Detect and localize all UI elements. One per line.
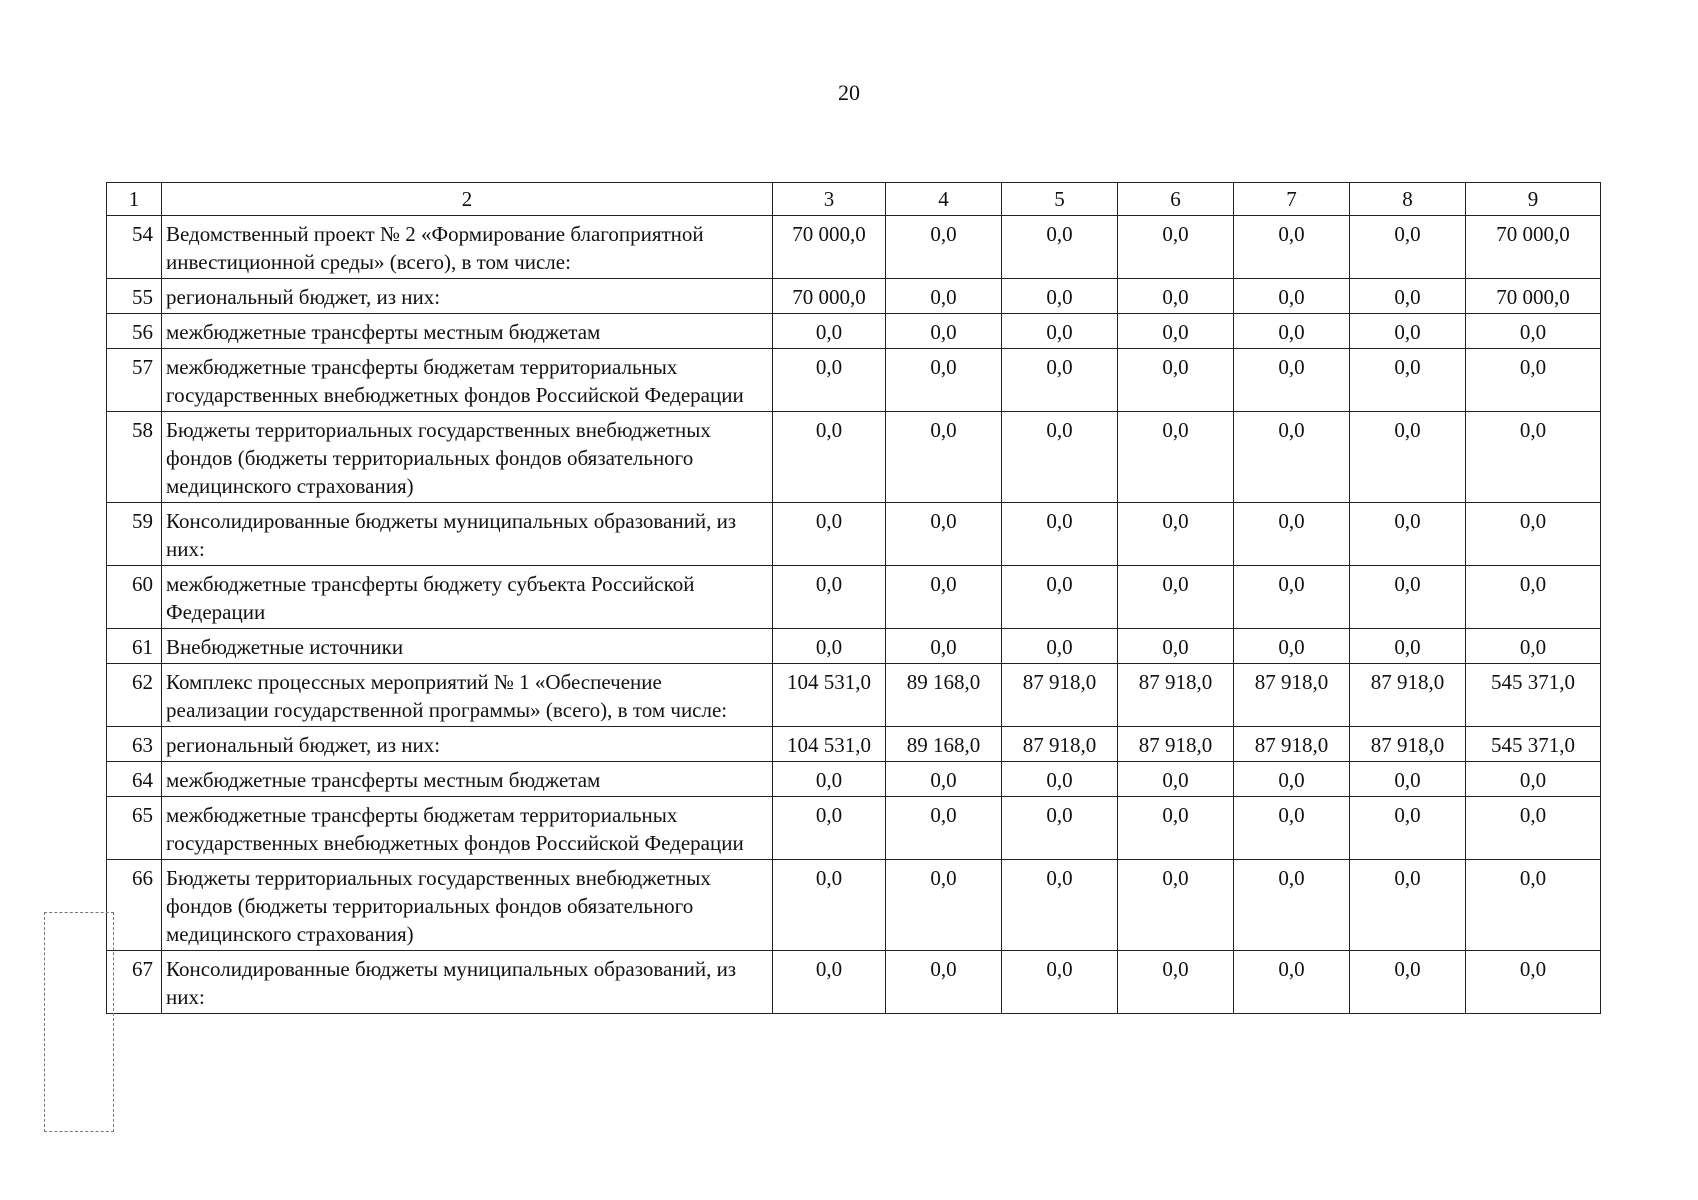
page-number: 20 [838, 80, 860, 105]
row-number: 56 [107, 314, 162, 349]
row-number: 64 [107, 762, 162, 797]
value-cell: 0,0 [1234, 797, 1350, 860]
table-row [107, 503, 1601, 566]
row-description: Комплекс процессных мероприятий № 1 «Обеспечение реализации государственной программы» (всего), в том числе: [162, 664, 773, 727]
value-cell: 0,0 [1002, 797, 1118, 860]
value-cell: 0,0 [1118, 797, 1234, 860]
table-row [107, 566, 1601, 629]
value-cell: 87 918,0 [1350, 664, 1466, 727]
value-cell: 0,0 [1466, 762, 1601, 797]
row-description: Бюджеты территориальных государственных внебюджетных фондов (бюджеты территориальных фондов обязательного медицинского страхования) [162, 412, 773, 503]
value-cell: 0,0 [1466, 629, 1601, 664]
value-cell: 0,0 [1234, 349, 1350, 412]
value-cell: 0,0 [886, 860, 1002, 951]
value-cell: 0,0 [1118, 314, 1234, 349]
value-cell: 0,0 [1350, 797, 1466, 860]
value-cell: 0,0 [1466, 314, 1601, 349]
value-cell: 87 918,0 [1118, 664, 1234, 727]
value-cell: 0,0 [1466, 797, 1601, 860]
value-cell: 545 371,0 [1466, 664, 1601, 727]
value-cell: 545 371,0 [1466, 727, 1601, 762]
value-cell: 0,0 [1234, 412, 1350, 503]
row-number: 55 [107, 279, 162, 314]
value-cell: 0,0 [1350, 216, 1466, 279]
value-cell: 0,0 [773, 629, 886, 664]
row-description: Ведомственный проект № 2 «Формирование благоприятной инвестиционной среды» (всего), в том числе: [162, 216, 773, 279]
table-header-row [107, 183, 1601, 216]
row-description: межбюджетные трансферты бюджету субъекта Российской Федерации [162, 566, 773, 629]
table-row [107, 860, 1601, 951]
value-cell: 0,0 [1466, 349, 1601, 412]
column-header: 5 [1002, 183, 1118, 216]
value-cell: 0,0 [886, 629, 1002, 664]
column-header: 7 [1234, 183, 1350, 216]
table-row [107, 762, 1601, 797]
value-cell: 0,0 [1234, 503, 1350, 566]
value-cell: 0,0 [886, 503, 1002, 566]
value-cell: 0,0 [773, 412, 886, 503]
row-number: 60 [107, 566, 162, 629]
value-cell: 0,0 [1118, 860, 1234, 951]
value-cell: 0,0 [1234, 279, 1350, 314]
value-cell: 0,0 [1118, 349, 1234, 412]
value-cell: 0,0 [1002, 216, 1118, 279]
value-cell: 0,0 [1234, 951, 1350, 1014]
value-cell: 0,0 [1002, 566, 1118, 629]
row-number: 65 [107, 797, 162, 860]
table-row [107, 951, 1601, 1014]
value-cell: 0,0 [1002, 860, 1118, 951]
value-cell: 0,0 [1234, 314, 1350, 349]
value-cell: 0,0 [1234, 216, 1350, 279]
row-description: межбюджетные трансферты бюджетам территориальных государственных внебюджетных фондов Российской Федерации [162, 349, 773, 412]
value-cell: 0,0 [1350, 412, 1466, 503]
value-cell: 0,0 [1350, 349, 1466, 412]
value-cell: 104 531,0 [773, 727, 886, 762]
value-cell: 70 000,0 [773, 216, 886, 279]
value-cell: 0,0 [773, 314, 886, 349]
value-cell: 0,0 [1002, 314, 1118, 349]
column-header: 6 [1118, 183, 1234, 216]
value-cell: 0,0 [1118, 216, 1234, 279]
value-cell: 87 918,0 [1002, 727, 1118, 762]
table-row [107, 349, 1601, 412]
value-cell: 0,0 [773, 566, 886, 629]
value-cell: 0,0 [773, 762, 886, 797]
row-description: межбюджетные трансферты бюджетам территориальных государственных внебюджетных фондов Российской Федерации [162, 797, 773, 860]
value-cell: 0,0 [1118, 566, 1234, 629]
row-description: региональный бюджет, из них: [162, 727, 773, 762]
value-cell: 0,0 [1466, 951, 1601, 1014]
value-cell: 0,0 [1466, 412, 1601, 503]
row-description: Консолидированные бюджеты муниципальных образований, из них: [162, 503, 773, 566]
column-header: 2 [162, 183, 773, 216]
value-cell: 0,0 [1350, 762, 1466, 797]
row-description: Консолидированные бюджеты муниципальных образований, из них: [162, 951, 773, 1014]
value-cell: 0,0 [1466, 860, 1601, 951]
value-cell: 0,0 [1002, 412, 1118, 503]
value-cell: 0,0 [1002, 349, 1118, 412]
row-number: 63 [107, 727, 162, 762]
value-cell: 0,0 [1118, 412, 1234, 503]
value-cell: 70 000,0 [1466, 216, 1601, 279]
value-cell: 70 000,0 [773, 279, 886, 314]
value-cell: 0,0 [886, 951, 1002, 1014]
value-cell: 89 168,0 [886, 664, 1002, 727]
value-cell: 0,0 [1350, 951, 1466, 1014]
value-cell: 0,0 [886, 279, 1002, 314]
value-cell: 0,0 [1350, 566, 1466, 629]
row-number: 58 [107, 412, 162, 503]
table-row [107, 314, 1601, 349]
value-cell: 70 000,0 [1466, 279, 1601, 314]
value-cell: 0,0 [1350, 279, 1466, 314]
row-description: межбюджетные трансферты местным бюджетам [162, 314, 773, 349]
value-cell: 0,0 [886, 762, 1002, 797]
table-row [107, 412, 1601, 503]
value-cell: 0,0 [1002, 762, 1118, 797]
value-cell: 87 918,0 [1350, 727, 1466, 762]
value-cell: 0,0 [1234, 629, 1350, 664]
value-cell: 0,0 [773, 503, 886, 566]
value-cell: 0,0 [1118, 951, 1234, 1014]
value-cell: 0,0 [1118, 762, 1234, 797]
value-cell: 0,0 [1002, 951, 1118, 1014]
value-cell: 0,0 [1002, 503, 1118, 566]
table-row [107, 629, 1601, 664]
row-number: 54 [107, 216, 162, 279]
value-cell: 0,0 [886, 349, 1002, 412]
value-cell: 89 168,0 [886, 727, 1002, 762]
row-number: 67 [107, 951, 162, 1014]
table-row [107, 664, 1601, 727]
value-cell: 0,0 [1234, 860, 1350, 951]
value-cell: 0,0 [886, 566, 1002, 629]
value-cell: 0,0 [886, 216, 1002, 279]
value-cell: 0,0 [1002, 279, 1118, 314]
row-description: Внебюджетные источники [162, 629, 773, 664]
value-cell: 0,0 [1002, 629, 1118, 664]
value-cell: 87 918,0 [1234, 664, 1350, 727]
value-cell: 0,0 [773, 797, 886, 860]
value-cell: 0,0 [1118, 503, 1234, 566]
value-cell: 0,0 [886, 797, 1002, 860]
value-cell: 0,0 [1234, 566, 1350, 629]
value-cell: 87 918,0 [1118, 727, 1234, 762]
row-number: 57 [107, 349, 162, 412]
value-cell: 0,0 [1350, 860, 1466, 951]
value-cell: 104 531,0 [773, 664, 886, 727]
row-number: 66 [107, 860, 162, 951]
row-number: 59 [107, 503, 162, 566]
column-header: 4 [886, 183, 1002, 216]
table-row [107, 797, 1601, 860]
value-cell: 0,0 [1118, 629, 1234, 664]
value-cell: 0,0 [1118, 279, 1234, 314]
value-cell: 0,0 [1466, 566, 1601, 629]
value-cell: 87 918,0 [1234, 727, 1350, 762]
row-description: Бюджеты территориальных государственных внебюджетных фондов (бюджеты территориальных фондов обязательного медицинского страхования) [162, 860, 773, 951]
value-cell: 0,0 [886, 412, 1002, 503]
value-cell: 0,0 [773, 860, 886, 951]
table-body [107, 216, 1601, 1014]
table-row [107, 727, 1601, 762]
row-number: 62 [107, 664, 162, 727]
value-cell: 0,0 [1466, 503, 1601, 566]
value-cell: 0,0 [886, 314, 1002, 349]
row-description: региональный бюджет, из них: [162, 279, 773, 314]
value-cell: 0,0 [1350, 629, 1466, 664]
value-cell: 0,0 [1350, 314, 1466, 349]
value-cell: 0,0 [773, 951, 886, 1014]
budget-table [106, 182, 1601, 1014]
value-cell: 0,0 [1234, 762, 1350, 797]
registration-stamp [44, 912, 114, 1132]
value-cell: 0,0 [1350, 503, 1466, 566]
value-cell: 0,0 [773, 349, 886, 412]
column-header: 9 [1466, 183, 1601, 216]
column-header: 3 [773, 183, 886, 216]
row-description: межбюджетные трансферты местным бюджетам [162, 762, 773, 797]
table-row [107, 216, 1601, 279]
row-number: 61 [107, 629, 162, 664]
table-row [107, 279, 1601, 314]
column-header: 1 [107, 183, 162, 216]
column-header: 8 [1350, 183, 1466, 216]
value-cell: 87 918,0 [1002, 664, 1118, 727]
